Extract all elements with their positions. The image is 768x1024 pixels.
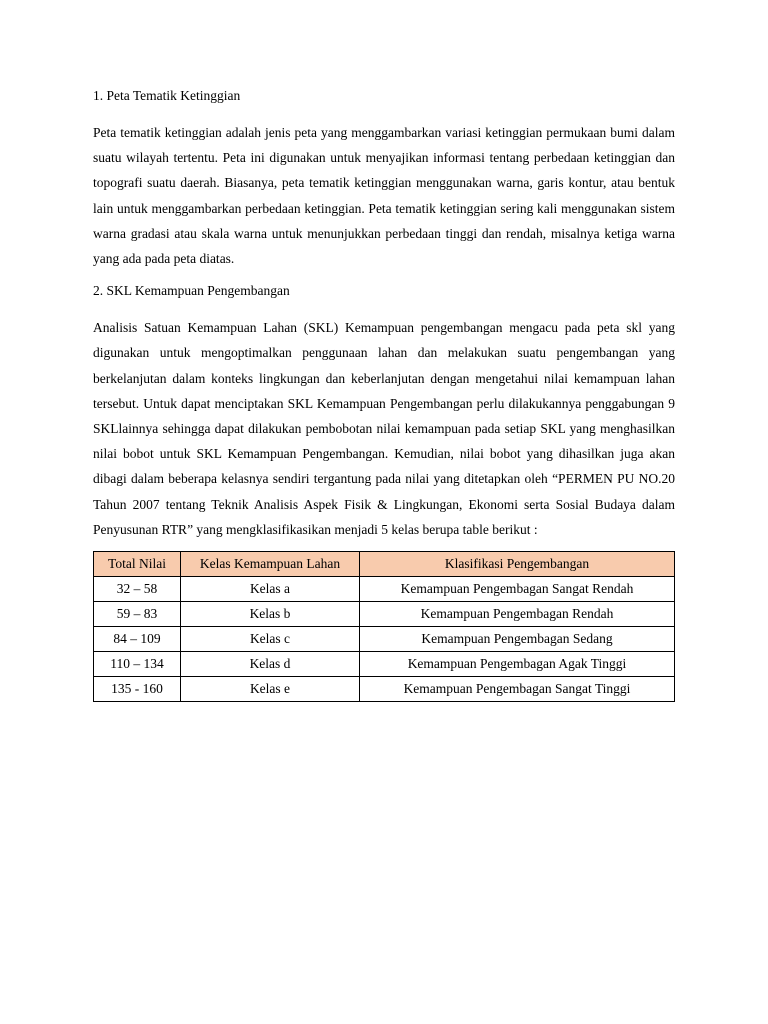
cell-kelas: Kelas a xyxy=(181,577,360,602)
cell-total-nilai: 84 – 109 xyxy=(94,627,181,652)
cell-klasifikasi: Kemampuan Pengembagan Sangat Rendah xyxy=(360,577,675,602)
table-row xyxy=(94,627,675,652)
cell-klasifikasi: Kemampuan Pengembagan Rendah xyxy=(360,602,675,627)
document-page xyxy=(93,86,675,702)
classification-table xyxy=(93,551,675,702)
section-1-paragraph: Peta tematik ketinggian adalah jenis peta yang menggambarkan variasi ketinggian permukaan bumi dalam suatu wilayah tertentu. Peta ini digunakan untuk menyajikan informasi tentang perbedaan ketinggian dan topografi suatu daerah. Biasanya, peta tematik ketinggian menggunakan warna, garis kontur, atau bentuk lain untuk menggambarkan perbedaan ketinggian. Peta tematik ketinggian sering kali menggunakan sistem warna gradasi atau skala warna untuk menunjukkan perbedaan tinggi dan rendah, misalnya ketiga warna yang ada pada peta diatas. xyxy=(93,125,675,267)
table-row xyxy=(94,602,675,627)
cell-klasifikasi: Kemampuan Pengembagan Agak Tinggi xyxy=(360,652,675,677)
cell-klasifikasi: Kemampuan Pengembagan Sedang xyxy=(360,627,675,652)
cell-kelas: Kelas e xyxy=(181,677,360,702)
table-row xyxy=(94,577,675,602)
cell-kelas: Kelas b xyxy=(181,602,360,627)
table-header-row xyxy=(94,552,675,577)
header-kelas-kemampuan-lahan: Kelas Kemampuan Lahan xyxy=(181,552,360,577)
header-klasifikasi-pengembangan: Klasifikasi Pengembangan xyxy=(360,552,675,577)
table-row xyxy=(94,677,675,702)
cell-kelas: Kelas c xyxy=(181,627,360,652)
section-1-heading: 1. Peta Tematik Ketinggian xyxy=(93,88,241,103)
cell-total-nilai: 32 – 58 xyxy=(94,577,181,602)
section-2-paragraph: Analisis Satuan Kemampuan Lahan (SKL) Kemampuan pengembangan mengacu pada peta skl yang digunakan untuk mengoptimalkan penggunaan lahan dan melakukan suatu pengembangan yang berkelanjutan dalam konteks lingkungan dan keberlanjutan dengan mengetahui nilai kemampuan lahan tersebut. Untuk dapat menciptakan SKL Kemampuan Pengembangan perlu dilakukannya penggabungan 9 SKLlainnya sehingga dapat dilakukan pembobotan nilai kemampuan pada setiap SKL yang menghasilkan nilai bobot untuk SKL Kemampuan Pengembangan. Kemudian, nilai bobot yang dihasilkan juga akan dibagi dalam beberapa kelasnya sendiri tergantung pada nilai yang ditetapkan oleh “PERMEN PU NO.20 Tahun 2007 tentang Teknik Analisis Aspek Fisik & Lingkungan, Ekonomi serta Sosial Budaya dalam Penyusunan RTR” yang mengklasifikasikan menjadi 5 kelas berupa table berikut : xyxy=(93,320,675,537)
cell-total-nilai: 135 - 160 xyxy=(94,677,181,702)
header-total-nilai: Total Nilai xyxy=(94,552,181,577)
cell-total-nilai: 59 – 83 xyxy=(94,602,181,627)
cell-total-nilai: 110 – 134 xyxy=(94,652,181,677)
cell-klasifikasi: Kemampuan Pengembagan Sangat Tinggi xyxy=(360,677,675,702)
cell-kelas: Kelas d xyxy=(181,652,360,677)
section-2-heading: 2. SKL Kemampuan Pengembangan xyxy=(93,283,290,299)
table-row xyxy=(94,652,675,677)
